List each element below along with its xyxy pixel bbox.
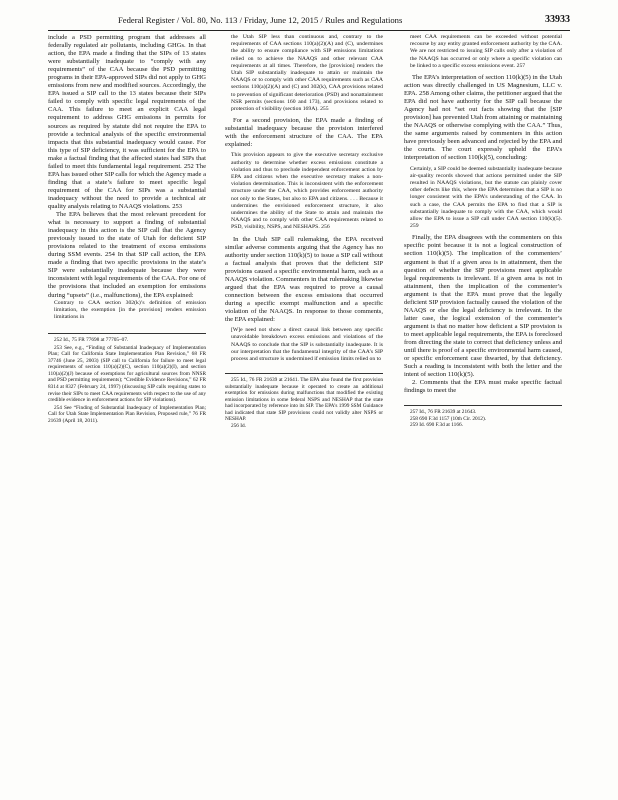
header-rule [48,30,570,31]
page-number: 33933 [545,14,570,25]
paragraph: In the Utah SIP call rulemaking, the EPA received similar adverse comments arguing that the Agency has no authority under section 110(k)(5) to issue a SIP call without a factual analysis that proves that the deficient SIP provisions caused a specific environmental harm, such as a NAAQS violation. Commenters in that rulemaking likewise argued that the EPA was required to prove a causal connection between the excess emissions that occurred during a specific exempt malfunction and a specific violation of the NAAQS. In response to those comments, the EPA explained: [225,235,383,324]
paragraph: 2. Comments that the EPA must make specific factual findings to meet the [404,379,562,395]
paragraph: The EPA believes that the most relevant precedent for what is necessary to support a finding of substantial inadequacy in this action is the SIP call that the Agency previously issued to the state of Utah for deficient SIP provisions related to the treatment of excess emissions during SSM events. 254 In that SIP call action, the EPA made a finding that two specific provisions in the state’s SIP were substantially inadequate because they were inconsistent with legal requirements of the CAA. For one of the provisions that included an exemption for emissions during “upsets” (i.e., malfunctions), the EPA explained: [48,211,206,299]
column-3 [404,34,562,429]
block-quote: This provision appears to give the executive secretary exclusive authority to determine whether excess emissions constitute a violation and thus to preclude independent enforcement action by EPA and citizens when the executive secretary makes a non-violation determination. This is inconsistent with the enforcement structure under the CAA, which provides enforcement authority not only to the States, but also to EPA and citizens. . . . Because it undermines the envisioned enforcement structure, it also undermines the ability of the State to attain and maintain the NAAQS and to comply with other CAA requirements related to PSD, visibility, NSPS, and NESHAPS. 256 [231,152,383,231]
footnote: 253 See, e.g., “Finding of Substantial Inadequacy of Implementation Plan; Call for California State Implementation Plan Revision,” 68 FR 37746 (June 25, 2003) (SIP call to California for failure to meet legal requirements of section 110(a)(2)(C), section 110(a)(2)(I), and section 110(a)(2)(J) because of exemptions for agricultural sources from NNSR and PSD permitting requirements); “Credible Evidence Revisions,” 62 FR 8314 at 8327 (February 24, 1997) (discussing SIP calls requiring states to revise their SIPs to meet CAA requirements with respect to the use of any credible evidence in enforcement actions for SIP violations). [48,344,206,404]
footnotes [404,405,562,429]
block-quote: meet CAA requirements can be exceeded without potential recourse by any entity granted enforcement authority by the CAA. We are not restricted to issuing SIP calls only after a violation of the NAAQS has occurred or only where a specific violation can be linked to a specific excess emissions event. 257 [410,34,562,69]
paragraph: For a second provision, the EPA made a finding of substantial inadequacy because the provision interfered with the enforcement structure of the CAA. The EPA explained: [225,117,383,149]
footnote: 258 690 F.3d 1157 (10th Cir. 2012). [410,415,487,422]
footnote: 257 Id., 76 FR 21639 at 21643. [410,409,477,416]
block-quote: the Utah SIP less than continuous and, contrary to the requirements of CAA sections 110(a)(2)(A) and (C), undermines the ability to ensure compliance with SIP emissions limitations relied on to achieve the NAAQS and other relevant CAA requirements at all times. Therefore, the [provision] renders the Utah SIP substantially inadequate to attain or maintain the NAAQS or to comply with other CAA requirements such as CAA sections 110(a)(2)(A) and (C) and 302(k), CAA provisions related to prevention of significant deterioration (PSD) and nonattainment NSR permits (sections 160 and 173), and provisions related to protection of visibility (section 169A). 255 [231,34,383,113]
footnote: 256 Id. [231,423,247,430]
page-header [48,12,570,28]
footnote: 259 Id. 690 F.3d at 1166. [410,422,463,429]
footnote: 252 Id., 75 FR 77698 at 77705–07. [54,337,129,344]
footnote: 255 Id., 76 FR 21639 at 21641. The EPA also found the first provision substantially inadequate because it operated to create an additional exemption for emissions during malfunctions that modified the existing emission limitations in some federal NSPS and NESHAP that the state had incorporated by reference into its SIP. The EPA’s 1999 SSM Guidance had indicated that state SIP provisions could not validly alter NSPS or NESHAP. [225,377,383,423]
footnotes [225,373,383,429]
block-quote: Contrary to CAA section 302(k)’s definition of emission limitation, the exemption [in the provision] renders emission limitations in [54,299,206,320]
footnotes [48,333,206,424]
block-quote: [W]e need not show a direct causal link between any specific unavoidable breakdown excess emissions and violations of the NAAQS to conclude that the SIP is substantially inadequate. It is our interpretation that the fundamental integrity of the CAA’s SIP process and structure is undermined if emission limits relied on to [231,327,383,362]
column-1 [48,34,206,424]
column-2 [225,34,383,430]
paragraph: The EPA’s interpretation of section 110(k)(5) in the Utah action was directly challenged in US Magnesium, LLC v. EPA. 258 Among other claims, the petitioner argued that the EPA did not have authority for the SIP call because the Agency had not “set out facts showing that the [SIP provision] has prevented Utah from attaining or maintaining the NAAQS or otherwise complying with the CAA.” Thus, the same arguments raised by commenters in this action have previously been advanced and rejected by the EPA and the courts. The court expressly upheld the EPA’s interpretation of section 110(k)(5), concluding: [404,74,563,162]
paragraph: include a PSD permitting program that addresses all federally regulated air pollutants, including GHGs. In that action, the EPA made a finding that the SIPs of 13 states were substantially inadequate to “comply with any requirements” of the CAA because the PSD permitting programs in their EPA-approved SIPs did not apply to GHG emissions from new and modified sources. Accordingly, the EPA issued a SIP call to the 13 states because their SIPs failed to comply with specific legal requirements of the CAA. This failure to meet an explicit CAA legal requirement to address GHG emissions in permits for sources as required by statute did not require the EPA to provide a technical analysis of the specific environmental impacts that this substantial inadequacy would cause. For this type of SIP deficiency, it was sufficient for the EPA to make a factual finding that the affected states had SIPs that failed to meet this fundamental legal requirement. 252 The EPA has issued other SIP calls for which the Agency made a finding that a state’s failure to meet specific legal requirement of the CAA for SIPs was a substantial inadequacy without the need to provide a technical air quality analysis relating to NAAQS violations. 253 [48,34,206,210]
footnote: 254 See “Finding of Substantial Inadequacy of Implementation Plan; Call for Utah State Implementation Plan Revision, Proposed rule,” 76 FR 21639 (April 18, 2011). [48,404,206,424]
block-quote: Certainly, a SIP could be deemed substantially inadequate because air-quality records showed that actions permitted under the SIP resulted in NAAQS violations, but the statute can plainly cover other defects like this, where the EPA determines that a SIP is no longer consistent with the EPA’s understanding of the CAA. In such a case, the CAA permits the EPA to find that a SIP is substantially inadequate to comply with the CAA, which would allow the EPA to issue a SIP call under CAA section 110(k)(5). 259 [410,165,562,230]
paragraph: Finally, the EPA disagrees with the commenters on this specific point because it is not a logical construction of section 110(k)(5). The implication of the commenters’ argument is that if a given area is in attainment, then the question of whether the SIP provisions meet applicable legal requirements is irrelevant. If a given area is not in attainment, then the implication of the commenter’s argument is that the EPA must prove that the legally deficient SIP provision factually caused the violation of the NAAQS or else the legal deficiency is irrelevant. In the latter case, the logical extension of the commenter’s argument is that no matter how deficient a SIP provision is to meet applicable legal requirements, the EPA is foreclosed from directing the state to correct that deficiency unless and until there is proof of a specific environmental harm caused, or specific enforcement case thwarted, by that deficiency. Such a reading is inconsistent with both the letter and the intent of section 110(k)(5). [404,234,562,379]
running-head: Federal Register / Vol. 80, No. 113 / Friday, June 12, 2015 / Rules and Regulations [118,15,403,25]
